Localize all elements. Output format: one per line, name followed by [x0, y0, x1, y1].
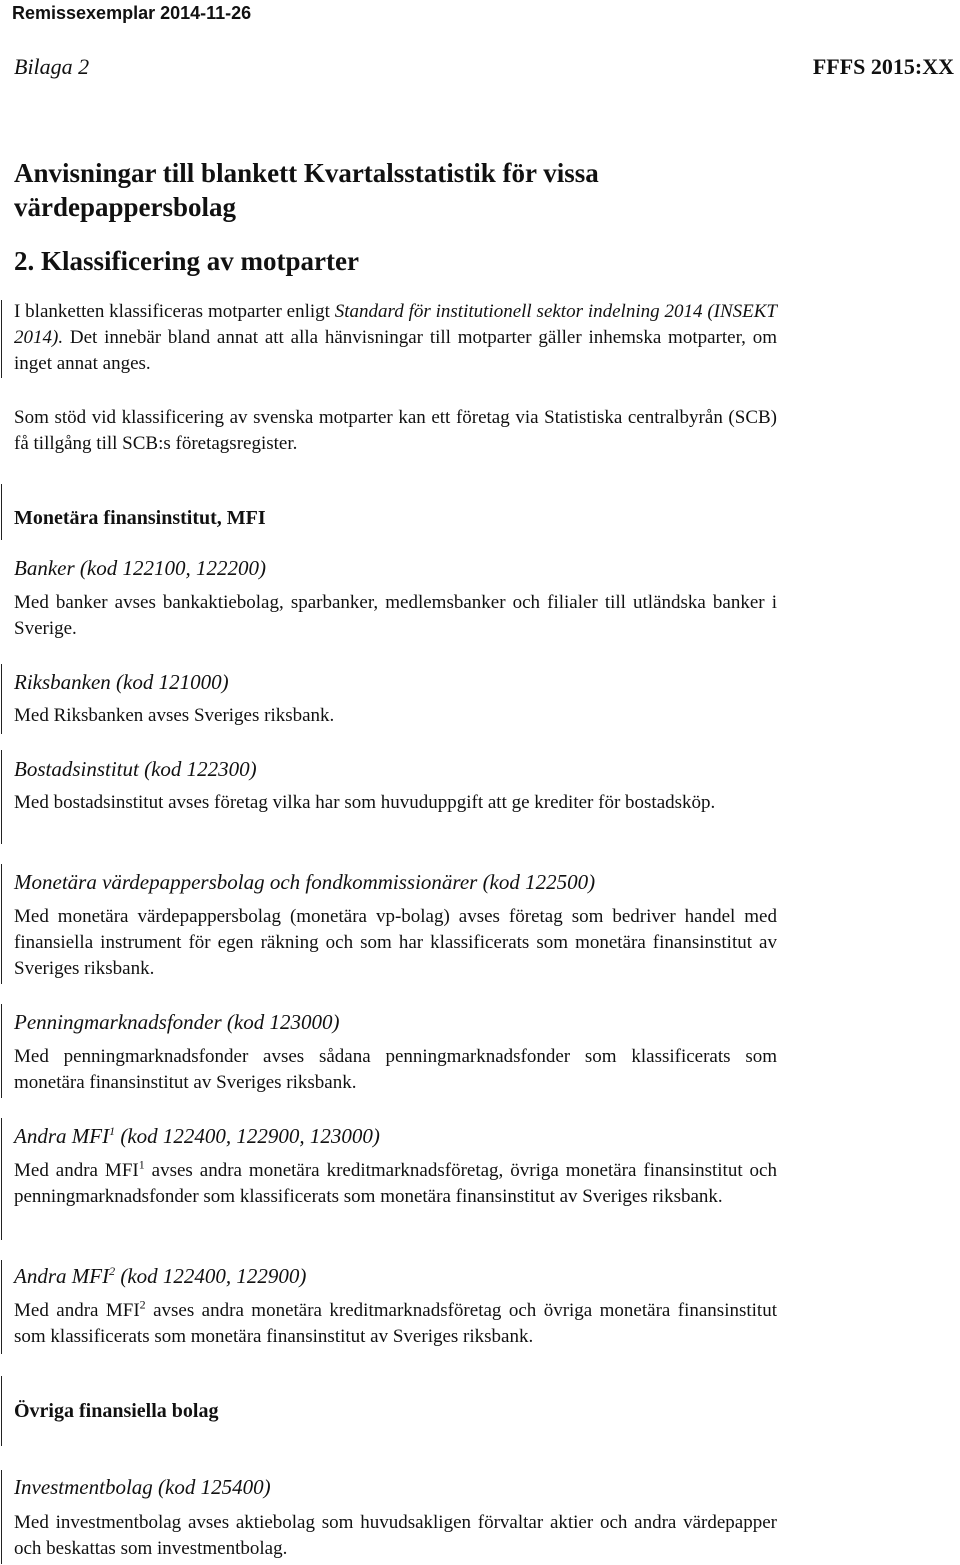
- banker-text: Med banker avses bankaktiebolag, sparbanker, medlemsbanker och filialer till utländska banker i Sverige.: [14, 592, 777, 639]
- document-title: [14, 156, 814, 224]
- section-title: 2. Klassificering av motparter: [14, 246, 359, 276]
- andra-mfi-2-heading: [14, 1264, 306, 1289]
- change-bar: [1, 484, 2, 540]
- regulation-code: FFFS 2015:XX: [812, 54, 954, 79]
- andra-mfi-2-text-pre: Med andra MFI: [14, 1300, 140, 1321]
- change-bar: [1, 1004, 2, 1098]
- footnote-marker: 2: [139, 1297, 146, 1312]
- andra-mfi-2-label: Andra MFI: [14, 1264, 110, 1288]
- change-bar: [1, 750, 2, 844]
- ovriga-heading: Övriga finansiella bolag: [14, 1400, 219, 1422]
- appendix-label: Bilaga 2: [14, 54, 90, 79]
- monetara-vp-heading: Monetära värdepappersbolag och fondkommissionärer (kod 122500): [14, 870, 596, 894]
- intro-paragraph: [14, 299, 777, 377]
- mfi-heading: Monetära finansinstitut, MFI: [14, 507, 266, 529]
- andra-mfi-2-text-post: avses andra monetära kreditmarknadsföretag och övriga monetära finansinstitut som klassificerats som monetära finansinstitut av Sveriges riksbank.: [14, 1300, 777, 1347]
- change-bar: [1, 864, 2, 984]
- investmentbolag-heading: Investmentbolag (kod 125400): [14, 1475, 271, 1499]
- andra-mfi-1-label: Andra MFI: [14, 1124, 110, 1148]
- penningmarknadsfonder-text: Med penningmarknadsfonder avses sådana penningmarknadsfonder som klassificerats som monetära finansinstitut av Sveriges riksbank.: [14, 1046, 777, 1093]
- andra-mfi-2-codes: (kod 122400, 122900): [115, 1264, 307, 1288]
- intro-text-pre: I blanketten klassificeras motparter enligt: [14, 301, 335, 322]
- change-bar: [1, 664, 2, 734]
- change-bar: [1, 300, 2, 378]
- footnote-marker: 1: [109, 1124, 116, 1138]
- document-title-line1: Anvisningar till blankett Kvartalsstatistik för vissa: [14, 158, 599, 188]
- change-bar: [1, 1470, 2, 1564]
- change-bar: [1, 1260, 2, 1354]
- investmentbolag-text: Med investmentbolag avses aktiebolag som huvudsakligen förvaltar aktier och andra värdepapper och beskattas som investmentbolag.: [14, 1512, 777, 1559]
- andra-mfi-1-heading: [14, 1124, 380, 1149]
- bostadsinstitut-heading: Bostadsinstitut (kod 122300): [14, 757, 257, 781]
- draft-stamp: Remissexemplar 2014-11-26: [12, 3, 252, 23]
- change-bar: [1, 1376, 2, 1446]
- footnote-marker: 1: [138, 1157, 145, 1172]
- intro-text-post: Det innebär bland annat att alla hänvisningar till motparter gäller inhemska motparter, om inget annat anges.: [14, 327, 777, 374]
- andra-mfi-2-text: [14, 1298, 777, 1350]
- bostadsinstitut-text: Med bostadsinstitut avses företag vilka har som huvuduppgift att ge krediter för bostadsköp.: [14, 792, 716, 813]
- intro-standard-name: Standard för institutionell sektor indelning 2014 (INSEKT 2014).: [14, 301, 777, 348]
- andra-mfi-1-text-post: avses andra monetära kreditmarknadsföretag, övriga monetära finansinstitut och penningmarknadsfonder som klassificerats som monetära finansinstitut av Sveriges riksbank.: [14, 1160, 777, 1207]
- document-title-line2: värdepappersbolag: [14, 192, 237, 222]
- riksbanken-text: Med Riksbanken avses Sveriges riksbank.: [14, 705, 335, 726]
- andra-mfi-1-text: [14, 1158, 777, 1210]
- monetara-vp-text: Med monetära värdepappersbolag (monetära vp-bolag) avses företag som bedriver handel med finansiella instrument för egen räkning och som har klassificerats som monetära finansinstitut av Sveriges riksbank.: [14, 906, 777, 979]
- riksbanken-heading: Riksbanken (kod 121000): [14, 670, 229, 694]
- support-paragraph: Som stöd vid klassificering av svenska motparter kan ett företag via Statistiska centralbyrån (SCB) få tillgång till SCB:s företagsregister.: [14, 407, 777, 454]
- andra-mfi-1-codes: (kod 122400, 122900, 123000): [115, 1124, 380, 1148]
- penningmarknadsfonder-heading: Penningmarknadsfonder (kod 123000): [14, 1010, 340, 1034]
- change-bar: [1, 1118, 2, 1240]
- footnote-marker: 2: [109, 1264, 116, 1278]
- andra-mfi-1-text-pre: Med andra MFI: [14, 1160, 139, 1181]
- banker-heading: Banker (kod 122100, 122200): [14, 556, 266, 580]
